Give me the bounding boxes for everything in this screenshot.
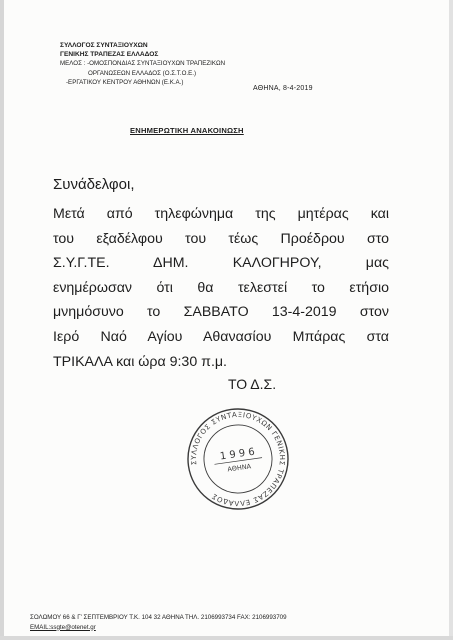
org-name-line1: ΣΥΛΛΟΓΟΣ ΣΥΝΤΑΞΙΟΥΧΩΝ — [60, 42, 148, 49]
membership-line3: -ΕΡΓΑΤΙΚΟΥ ΚΕΝΤΡΟΥ ΑΘΗΝΩΝ (Ε.Κ.Α.) — [66, 79, 184, 87]
body-line-2: του εξαδέλφου του τέως Προέδρου στο — [53, 230, 389, 247]
membership-line1: ΜΕΛΟΣ : -ΟΜΟΣΠΟΝΔΙΑΣ ΣΥΝΤΑΞΙΟΥΧΩΝ ΤΡΑΠΕΖΙΚΩΝ — [60, 60, 226, 67]
memberships-block — [60, 59, 225, 88]
notice-title: ΕΝΗΜΕΡΩΤΙΚΗ ΑΝΑΚΟΙΝΩΣΗ — [130, 126, 244, 135]
stamp-city: ΑΘΗΝΑ — [226, 462, 252, 474]
org-name-line2: ΓΕΝΙΚΗΣ ΤΡΑΠΕΖΑΣ ΕΛΛΑΔΟΣ — [60, 51, 159, 58]
body-line-5: μνημόσυνο το ΣΑΒΒΑΤΟ 13-4-2019 στον — [53, 304, 389, 321]
body-line-6: Ιερό Ναό Αγίου Αθανασίου Μπάρας στα — [53, 328, 389, 345]
body-line-1: Μετά από τηλεφώνημα της μητέρας και — [53, 206, 389, 222]
notice-body — [53, 202, 389, 374]
signature: ΤΟ Δ.Σ. — [228, 376, 277, 392]
association-stamp — [178, 399, 298, 519]
organization-name — [60, 41, 158, 59]
place-date: ΑΘΗΝΑ, 8-4-2019 — [253, 85, 313, 92]
footer-email: EMAIL:ssgte@otenet.gr — [30, 623, 96, 631]
body-line-4: ενημέρωσαν ότι θα τελεστεί το ετήσιο — [53, 279, 389, 296]
footer-address: ΣΟΛΩΜΟΥ 66 & Γ' ΣΕΠΤΕΜΒΡΙΟΥ Τ.Κ. 104 32 ΑΘΗΝΑ ΤΗΛ. 2106993734 FAX: 2106993709 — [30, 614, 287, 621]
stamp-arc-text: ΣΥΛΛΟΓΟΣ ΣΥΝΤΑΞΙΟΥΧΩΝ ΓΕΝΙΚΗΣ ΤΡΑΠΕΖΑΣ ΕΛΛΑΔΟΣ — [189, 410, 287, 508]
body-line-3: Σ.Υ.Γ.ΤΕ. ΔΗΜ. ΚΑΛΟΓΗΡΟΥ, μας — [53, 255, 389, 272]
body-line-7: ΤΡΙΚΑΛΑ και ώρα 9:30 π.μ. — [53, 353, 228, 370]
stamp-year: 1 9 9 6 — [219, 446, 256, 463]
salutation: Συνάδελφοι, — [53, 176, 135, 193]
footer-contact — [30, 613, 287, 632]
membership-line2: ΟΡΓΑΝΩΣΕΩΝ ΕΛΛΑΔΟΣ (Ο.Σ.Τ.Ο.Ε.) — [88, 69, 197, 77]
